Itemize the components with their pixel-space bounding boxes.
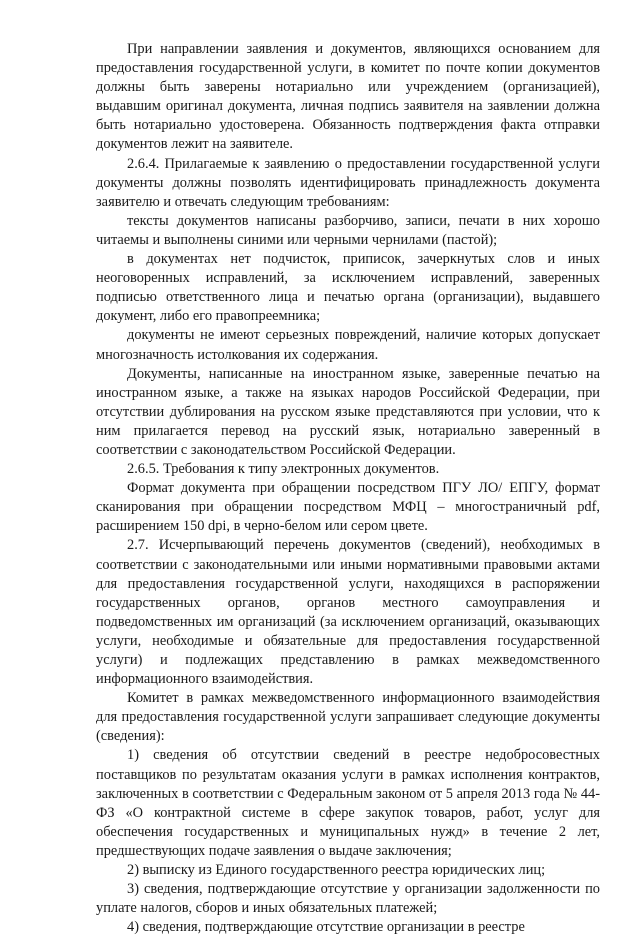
paragraph-foreign-language: Документы, написанные на иностранном языке, заверенные печатью на иностранном языке, а также на языках народов Российской Федерации, при отсутствии дублирования на русском языке представляются при условии, что к ним прилагается перевод на русский язык, нотариально заверенный в соответствии с законодательством Российской Федерации. <box>96 365 600 458</box>
paragraph-2-6-4: 2.6.4. Прилагаемые к заявлению о предоставлении государственной услуги документы должны позволять идентифицировать принадлежность документа заявителю и отвечать следующим требованиям: <box>96 155 600 210</box>
list-item-4: 4) сведения, подтверждающие отсутствие организации в реестре <box>127 919 525 936</box>
paragraph-postal-submission: При направлении заявления и документов, являющихся основанием для предоставления государственной услуги, в комитет по почте копии документов должны быть заверены нотариально или учреждением (организацией), выдавшим оригинал документа, личная подпись заявителя на заявлении должна быть нотариально удостоверена. Обязанность подтверждения факта отправки документов лежит на заявителе. <box>96 41 600 153</box>
document-body <box>96 40 600 937</box>
paragraph-2-7: 2.7. Исчерпывающий перечень документов (сведений), необходимых в соответствии с законодательными или иными нормативными правовыми актами для предоставления государственной услуги, находящихся в распоряжении государственных органов, органов местного самоуправления и подведомственных им организаций (за исключением организаций, оказывающих услуги, необходимые и обязательные для предоставления государственной услуги) и подлежащих представлению в рамках межведомственного информационного взаимодействия. <box>96 537 600 688</box>
paragraph-committee-requests: Комитет в рамках межведомственного информационного взаимодействия для предоставления государственной услуги запрашивает следующие документы (сведения): <box>96 690 600 745</box>
paragraph-requirement-no-damage: документы не имеют серьезных повреждений, наличие которых допускает многозначность истолкования их содержания. <box>96 327 600 363</box>
paragraph-requirement-legible: тексты документов написаны разборчиво, записи, печати в них хорошо читаемы и выполнены синими или черными чернилами (пастой); <box>96 212 600 248</box>
list-item-3: 3) сведения, подтверждающие отсутствие у организации задолженности по уплате налогов, сборов и иных обязательных платежей; <box>96 881 600 917</box>
paragraph-electronic-format: Формат документа при обращении посредством ПГУ ЛО/ ЕПГУ, формат сканирования при обращении посредством МФЦ – многостраничный pdf, расширением 150 dpi, в черно-белом или сером цвете. <box>96 480 600 535</box>
list-item-1: 1) сведения об отсутствии сведений в реестре недобросовестных поставщиков по результатам оказания услуги в рамках исполнения контрактов, заключенных в соответствии с Федеральным законом от 5 апреля 2013 года № 44-ФЗ «О контрактной системе в сфере закупок товаров, работ, услуг для обеспечения государственных и муниципальных нужд» в течение 2 лет, предшествующих подаче заявления о выдаче заключения; <box>96 747 600 859</box>
paragraph-requirement-no-corrections: в документах нет подчисток, приписок, зачеркнутых слов и иных неоговоренных исправлений, за исключением исправлений, заверенных подписью ответственного лица и печатью органа (организации), выдавшего документ, либо его правопреемника; <box>96 251 600 325</box>
paragraph-2-6-5: 2.6.5. Требования к типу электронных документов. <box>127 461 440 478</box>
list-item-2: 2) выписку из Единого государственного реестра юридических лиц; <box>127 862 546 879</box>
